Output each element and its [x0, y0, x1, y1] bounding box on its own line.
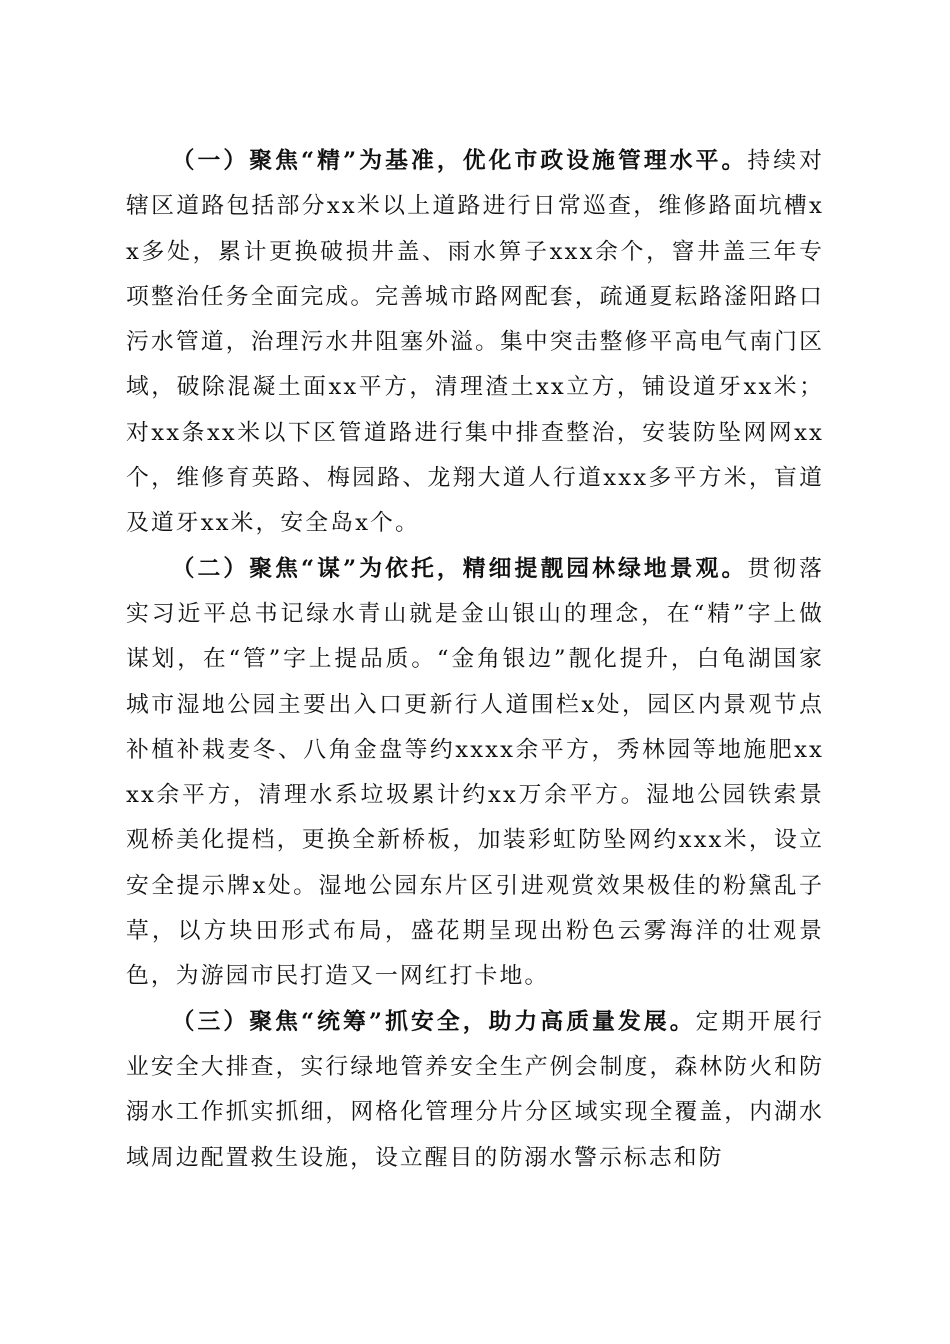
paragraph-2-text: 贯彻落实习近平总书记绿水青山就是金山银山的理念，在“精”字上做谋划，在“管”字上提品质。“金角银边”靓化提升，白龟湖国家城市湿地公园主要出入口更新行人道围栏x处，园区内景观节点补植补栽麦冬、八角金盘等约xxxx余平方，秀林园等地施肥xxxx余平方，清理水系垃圾累计约xx万余平方。湿地公园铁索景观桥美化提档，更换全新桥板，加装彩虹防坠网约xxx米，设立安全提示牌x处。湿地公园东片区引进观赏效果极佳的粉黛乱子草，以方块田形式布局，盛花期呈现出粉色云雾海洋的壮观景色，为游园市民打造又一网红打卡地。: [126, 555, 824, 990]
paragraph-3: [126, 1000, 824, 1181]
paragraph-2-heading: （二）聚焦“谋”为依托，精细提靓园林绿地景观。: [171, 555, 748, 582]
paragraph-3-text: 定期开展行业安全大排查，实行绿地管养安全生产例会制度，森林防火和防溺水工作抓实抓细，网格化管理分片分区域实现全覆盖，内湖水域周边配置救生设施，设立醒目的防溺水警示标志和防: [126, 1008, 825, 1171]
document-body: [126, 139, 824, 1181]
paragraph-2: [126, 547, 824, 1000]
paragraph-1-heading: （一）聚焦“精”为基准，优化市政设施管理水平。: [171, 148, 748, 174]
paragraph-3-heading: （三）聚焦“统筹”抓安全，助力高质量发展。: [171, 1008, 696, 1035]
paragraph-1: [126, 139, 824, 547]
paragraph-1-text: 持续对辖区道路包括部分xx米以上道路进行日常巡查，维修路面坑槽xx多处，累计更换破损井盖、雨水箅子xxx余个，窨井盖三年专项整治任务全面完成。完善城市路网配套，疏通夏耘路滏阳路口污水管道，治理污水井阻塞外溢。集中突击整修平高电气南门区域，破除混凝土面xx平方，清理渣土xx立方，铺设道牙xx米；对xx条xx米以下区管道路进行集中排查整治，安装防坠网网xx个，维修育英路、梅园路、龙翔大道人行道xxx多平方米，盲道及道牙xx米，安全岛x个。: [126, 148, 824, 537]
